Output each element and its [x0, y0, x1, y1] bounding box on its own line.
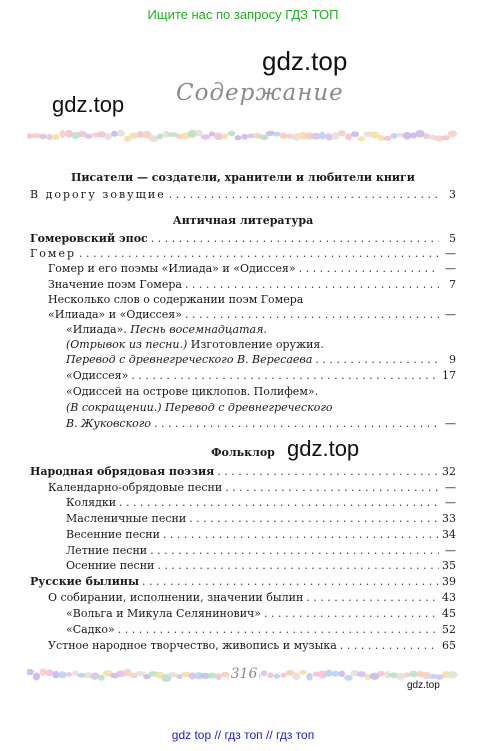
toc-entry-line: «Одиссей на острове циклопов. Полифем». — [66, 385, 319, 398]
toc-entry: Русские былины . . . 39 — [30, 574, 456, 589]
toc-entry: Осенние песни . . . 35 — [66, 558, 456, 573]
watermark: gdz.top — [407, 680, 440, 691]
promo-banner[interactable]: Ищите нас по запросу ГДЗ ТОП — [147, 7, 339, 22]
watermark: gdz.top — [287, 436, 360, 461]
watermark: gdz.top — [52, 92, 125, 117]
toc-entry: «Вольга и Микула Селянинович» . . . 45 — [66, 606, 456, 621]
watermark: gdz.top — [262, 46, 348, 76]
toc-entry: Устное народное творчество, живопись и музыка . . . 65 — [48, 638, 456, 653]
footer-links[interactable]: gdz top // гдз топ // гдз топ — [171, 728, 315, 742]
toc-entry: Масленичные песни . . . 33 — [66, 511, 456, 526]
toc-entry: В дорогу зовущие . . . 3 — [30, 187, 456, 202]
toc-entry-line: (Отрывок из песни.) Изготовление оружия. — [66, 338, 324, 351]
toc-entry: «Одиссея» . . . 17 — [66, 368, 456, 383]
section-heading: Писатели — создатели, хранители и любители книги — [71, 171, 415, 184]
toc-entry: О собирании, исполнении, значении былин . . . 43 — [48, 590, 456, 605]
section-heading: Фольклор — [211, 446, 275, 459]
toc-entry: Колядки . . . — — [66, 495, 456, 510]
toc-entry: Гомер и его поэмы «Илиада» и «Одиссея» . . . — — [48, 261, 456, 276]
toc-entry: «Илиада» и «Одиссея» . . . — — [48, 307, 456, 322]
page-title: Содержание — [176, 80, 344, 106]
toc-entry: Гомеровский эпос . . . 5 — [30, 231, 456, 246]
toc-entry: Календарно-обрядовые песни . . . — — [48, 480, 456, 495]
toc-entry: Значение поэм Гомера . . . 7 — [48, 277, 456, 292]
toc-entry-line: Несколько слов о содержании поэм Гомера — [48, 293, 304, 306]
toc-entry: Перевод с древнегреческого В. Вересаева . . . 9 — [66, 352, 456, 367]
toc-entry: Летние песни . . . — — [66, 543, 456, 558]
toc-entry: Весенние песни . . . 34 — [66, 527, 456, 542]
page-number: 316 — [230, 666, 258, 682]
section-heading: Античная литература — [172, 214, 314, 227]
toc-entry: «Садко» . . . 52 — [66, 622, 456, 637]
toc-entry: В. Жуковского . . . — — [66, 416, 456, 431]
decorative-dots-divider — [27, 127, 459, 145]
toc-entry-line: «Илиада». Песнь восемнадцатая. — [66, 323, 267, 336]
toc-entry: Народная обрядовая поэзия . . . 32 — [30, 464, 456, 479]
toc-entry: Гомер . . . — — [30, 246, 456, 261]
toc-entry-line: (В сокращении.) Перевод с древнегреческого — [66, 401, 333, 414]
